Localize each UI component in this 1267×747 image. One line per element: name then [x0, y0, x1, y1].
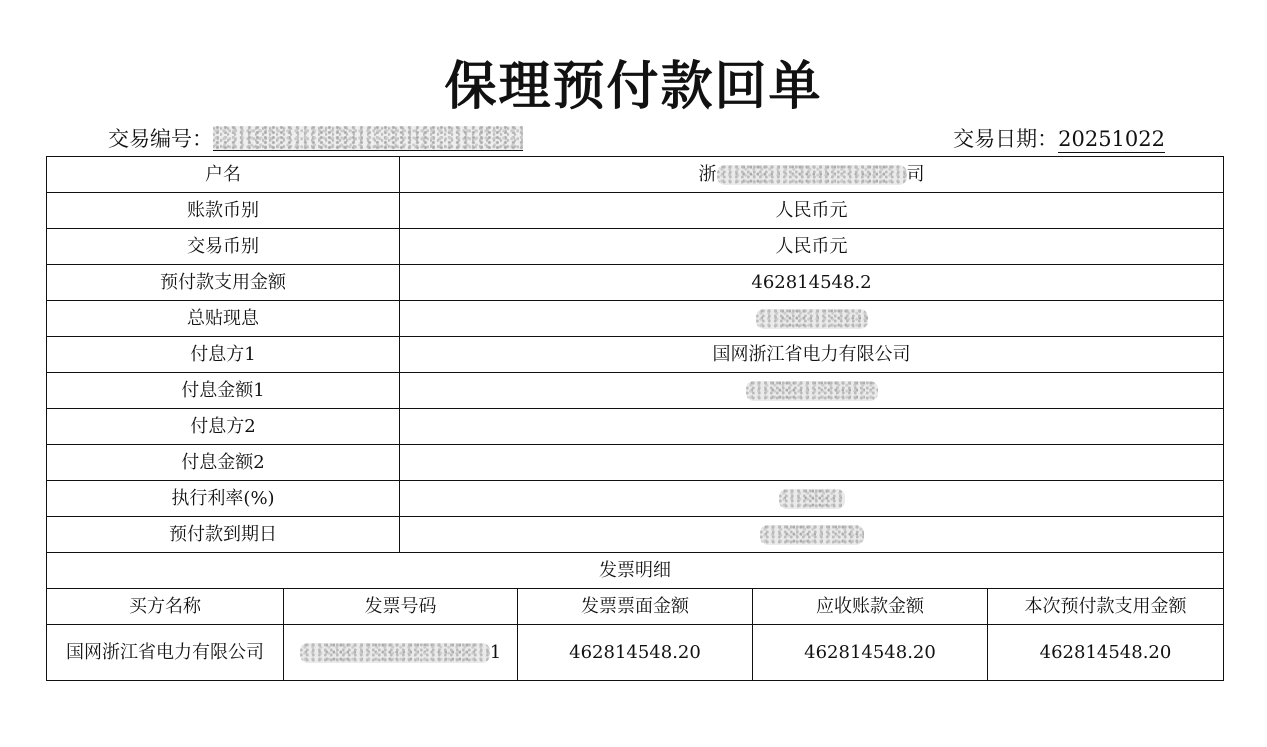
redacted-value [760, 525, 864, 545]
field-value [400, 373, 1224, 409]
invoice-number [284, 625, 518, 681]
field-label: 付息方1 [47, 337, 400, 373]
field-label: 总贴现息 [47, 301, 400, 337]
field-value: 462814548.2 [400, 265, 1224, 301]
invoice-prepayment-amount: 462814548.20 [988, 625, 1224, 681]
field-value [400, 157, 1224, 193]
field-value [400, 409, 1224, 445]
transaction-number [108, 122, 523, 156]
field-label: 预付款到期日 [47, 517, 400, 553]
invoice-buyer: 国网浙江省电力有限公司 [47, 625, 284, 681]
field-value [400, 445, 1224, 481]
invoice-section-heading-row [47, 553, 1224, 589]
field-row [47, 157, 1224, 193]
column-header-receivable: 应收账款金额 [753, 589, 988, 625]
field-value: 人民币元 [400, 193, 1224, 229]
redacted-value [779, 489, 845, 509]
field-row [47, 229, 1224, 265]
field-row [47, 193, 1224, 229]
column-header-buyer: 买方名称 [47, 589, 284, 625]
field-row [47, 337, 1224, 373]
invoice-receivable-amount: 462814548.20 [753, 625, 988, 681]
field-value [400, 301, 1224, 337]
invoice-header-row [47, 589, 1224, 625]
redacted-value [756, 309, 868, 329]
transaction-date-label: 交易日期： [953, 127, 1059, 151]
field-label: 户名 [47, 157, 400, 193]
transaction-number-redacted [213, 126, 523, 151]
field-label: 预付款支用金额 [47, 265, 400, 301]
field-label: 付息金额1 [47, 373, 400, 409]
invoice-row [47, 625, 1224, 681]
account-name-suffix: 司 [906, 163, 925, 185]
transaction-number-label: 交易编号： [108, 127, 213, 151]
field-row [47, 517, 1224, 553]
field-row [47, 481, 1224, 517]
column-header-face-amount: 发票票面金额 [518, 589, 753, 625]
field-label: 付息方2 [47, 409, 400, 445]
invoice-face-amount: 462814548.20 [518, 625, 753, 681]
transaction-date-value: 20251022 [1058, 127, 1165, 151]
account-name-prefix: 浙 [698, 163, 717, 185]
field-label: 账款币别 [47, 193, 400, 229]
field-row [47, 445, 1224, 481]
document-title: 保理预付款回单 [444, 57, 823, 117]
invoice-number-redacted [300, 643, 490, 663]
invoice-number-suffix: 1 [489, 641, 502, 663]
transaction-date [953, 122, 1165, 156]
field-value [400, 481, 1224, 517]
receipt-table [46, 156, 1224, 681]
field-value: 国网浙江省电力有限公司 [400, 337, 1224, 373]
field-row [47, 301, 1224, 337]
column-header-invoice-no: 发票号码 [284, 589, 518, 625]
field-label: 付息金额2 [47, 445, 400, 481]
field-value [400, 517, 1224, 553]
account-name-redacted [717, 165, 907, 185]
field-row [47, 409, 1224, 445]
column-header-prepayment: 本次预付款支用金额 [988, 589, 1224, 625]
field-value: 人民币元 [400, 229, 1224, 265]
field-label: 执行利率(%) [47, 481, 400, 517]
redacted-value [746, 381, 878, 401]
invoice-section-heading: 发票明细 [47, 553, 1224, 589]
field-label: 交易币别 [47, 229, 400, 265]
field-row [47, 373, 1224, 409]
field-row [47, 265, 1224, 301]
